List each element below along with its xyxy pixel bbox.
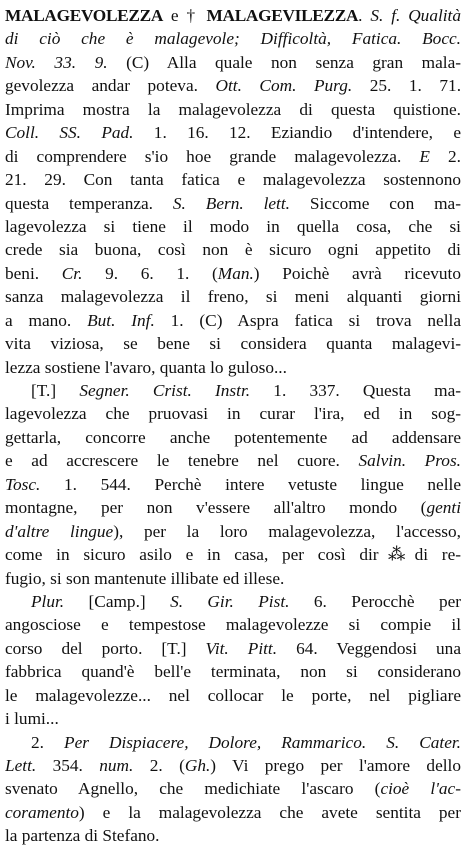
text-line bbox=[5, 4, 461, 27]
text-line bbox=[5, 426, 461, 449]
text-line bbox=[5, 74, 461, 97]
text-line bbox=[5, 215, 461, 238]
text-line bbox=[5, 98, 461, 121]
italic-run: Nov. 33. 9. bbox=[5, 52, 108, 72]
text-run: di comprendere s'io hoe grande malagevolezza. bbox=[5, 146, 420, 166]
italic-run: Tosc. bbox=[5, 474, 41, 494]
text-run: montagne, per non v'essere all'altro mondo ( bbox=[5, 498, 427, 518]
headword: MALAGEVOLEZZA bbox=[5, 6, 164, 25]
text-line bbox=[5, 473, 461, 496]
text-line bbox=[5, 731, 461, 754]
text-run: lagevolezza che pruovasi in curar l'ira, ed in sog- bbox=[5, 404, 461, 424]
text-run: gettarla, concorre anche potentemente ad addensare bbox=[5, 427, 461, 447]
text-line bbox=[5, 590, 461, 613]
italic-run: E bbox=[419, 146, 430, 166]
headword-variant: MALAGEVILEZZA bbox=[206, 6, 359, 25]
italic-run: But. Inf. bbox=[87, 310, 155, 330]
text-run: di re- bbox=[414, 545, 461, 565]
text-line bbox=[5, 51, 461, 74]
text-run: corso del porto. [T.] bbox=[5, 638, 206, 658]
print-blot-glyph: ⁂ bbox=[378, 545, 415, 565]
text-run: 354. bbox=[36, 756, 100, 775]
text-run: ) Poichè avrà ricevuto bbox=[253, 263, 461, 283]
italic-run: S. f. Qualità bbox=[370, 6, 461, 25]
text-line bbox=[5, 356, 461, 379]
text-run: gevolezza andar poteva. bbox=[5, 76, 216, 96]
italic-run: genti bbox=[426, 498, 461, 518]
text-run: 1. 16. 12. Eziandio d'intendere, e bbox=[133, 123, 461, 143]
text-run: questa temperanza. bbox=[5, 193, 173, 213]
text-run: ), per la loro malagevolezza, l'accesso, bbox=[113, 521, 461, 541]
italic-run: coramento bbox=[5, 802, 79, 822]
text-line bbox=[5, 379, 461, 402]
italic-run: Salvin. Pros. bbox=[358, 451, 461, 471]
text-line bbox=[5, 285, 461, 308]
text-run: 1. (C) Aspra fatica si trova nella bbox=[154, 310, 461, 330]
text-run: 2. bbox=[429, 146, 461, 166]
text-run: i lumi... bbox=[5, 709, 59, 729]
italic-run: Ott. Com. Purg. bbox=[215, 76, 353, 96]
text-run: 21. 29. Con tanta fatica e malagevolezza sostennono bbox=[5, 170, 461, 190]
italic-run: Gh. bbox=[184, 756, 211, 775]
text-line bbox=[5, 567, 461, 590]
italic-run: S. Bern. lett. bbox=[172, 193, 290, 213]
text-line bbox=[5, 754, 461, 777]
italic-run: Vit. Pitt. bbox=[205, 638, 278, 658]
text-line bbox=[5, 801, 461, 824]
italic-run: Per Dispiacere, Dolore, Rammarico. S. Cater. bbox=[64, 732, 461, 752]
text-run: fugio, si son mantenute illibate ed illese. bbox=[5, 568, 285, 588]
italic-run: Man. bbox=[217, 263, 254, 283]
text-run: vita viziosa, se bene si considera quanta malagevi- bbox=[5, 334, 461, 354]
text-run: svenato Agnello, che medichiate l'ascaro ( bbox=[5, 779, 381, 799]
italic-run: di ciò che è malagevole; Difficoltà, Fatica. Bocc. bbox=[5, 29, 461, 49]
italic-run: Cr. bbox=[61, 263, 83, 283]
text-line bbox=[5, 684, 461, 707]
text-line bbox=[5, 824, 461, 847]
text-run: le malagevolezze... nel collocar le porte, nel pigliare bbox=[5, 685, 461, 705]
text-line bbox=[5, 449, 461, 472]
text-run: Imprima mostra la malagevolezza di questa quistione. bbox=[5, 99, 461, 119]
italic-run: Lett. bbox=[5, 756, 37, 775]
text-run: beni. bbox=[5, 263, 62, 283]
text-run: crede sia buona, così non è sicuro ogni appetito di bbox=[5, 240, 461, 260]
text-line bbox=[5, 332, 461, 355]
italic-run: Coll. SS. Pad. bbox=[5, 123, 134, 143]
text-run: [T.] bbox=[31, 381, 80, 400]
text-line bbox=[5, 262, 461, 285]
text-run: 2. bbox=[31, 732, 65, 752]
text-run: 6. Perocchè per bbox=[289, 591, 461, 611]
text-run: angosciose e tempestose malagevolezze si compie il bbox=[5, 615, 461, 635]
text-line bbox=[5, 637, 461, 660]
text-run: 64. Veggendosi una bbox=[277, 638, 461, 658]
text-run: a mano. bbox=[5, 310, 88, 330]
text-run: fabbrica quand'è bell'e terminata, non si considerano bbox=[5, 662, 461, 682]
text-line bbox=[5, 168, 461, 191]
text-run: 1. 544. Perchè intere vetuste lingue nelle bbox=[40, 474, 461, 494]
italic-run: cioè l'ac- bbox=[380, 779, 461, 799]
text-run: 2. ( bbox=[133, 756, 185, 775]
text-run: ) e la malagevolezza che avete sentita per bbox=[78, 802, 461, 822]
text-line bbox=[5, 543, 461, 566]
text-run: 25. 1. 71. bbox=[352, 76, 461, 96]
text-line bbox=[5, 192, 461, 215]
text-line bbox=[5, 238, 461, 261]
text-run: . bbox=[358, 6, 371, 25]
text-line bbox=[5, 309, 461, 332]
text-run: 1. 337. Questa ma- bbox=[250, 381, 461, 400]
text-line bbox=[5, 121, 461, 144]
text-line bbox=[5, 27, 461, 50]
italic-run: Segner. Crist. Instr. bbox=[79, 381, 251, 400]
text-run: (C) Alla quale non senza gran mala- bbox=[107, 52, 461, 72]
text-line bbox=[5, 707, 461, 730]
text-run: Siccome con ma- bbox=[289, 193, 461, 213]
text-run: lagevolezza si tiene il modo in quella cosa, che si bbox=[5, 216, 461, 236]
text-run: come in sicuro asilo e in casa, per così dir bbox=[5, 545, 379, 565]
text-run: e † bbox=[163, 6, 207, 25]
italic-run: S. Gir. Pist. bbox=[170, 591, 290, 611]
text-line bbox=[5, 145, 461, 168]
text-line bbox=[5, 402, 461, 425]
text-run: la partenza di Stefano. bbox=[5, 826, 160, 846]
text-run: e ad accrescere le tenebre nel cuore. bbox=[5, 451, 359, 471]
text-line bbox=[5, 660, 461, 683]
text-run: 9. 6. 1. ( bbox=[82, 263, 218, 283]
text-run: sanza malagevolezza il freno, si meni alquanti giorni bbox=[5, 287, 461, 307]
text-line bbox=[5, 777, 461, 800]
text-line bbox=[5, 520, 461, 543]
text-run: [Camp.] bbox=[64, 591, 171, 611]
italic-run: Plur. bbox=[31, 591, 65, 611]
text-line bbox=[5, 496, 461, 519]
italic-run: num. bbox=[99, 756, 134, 775]
text-line bbox=[5, 613, 461, 636]
italic-run: d'altre lingue bbox=[5, 521, 114, 541]
text-run: lezza sostiene l'avaro, quanta lo guloso... bbox=[5, 357, 287, 377]
text-run: ) Vi prego per l'amore dello bbox=[210, 756, 461, 775]
